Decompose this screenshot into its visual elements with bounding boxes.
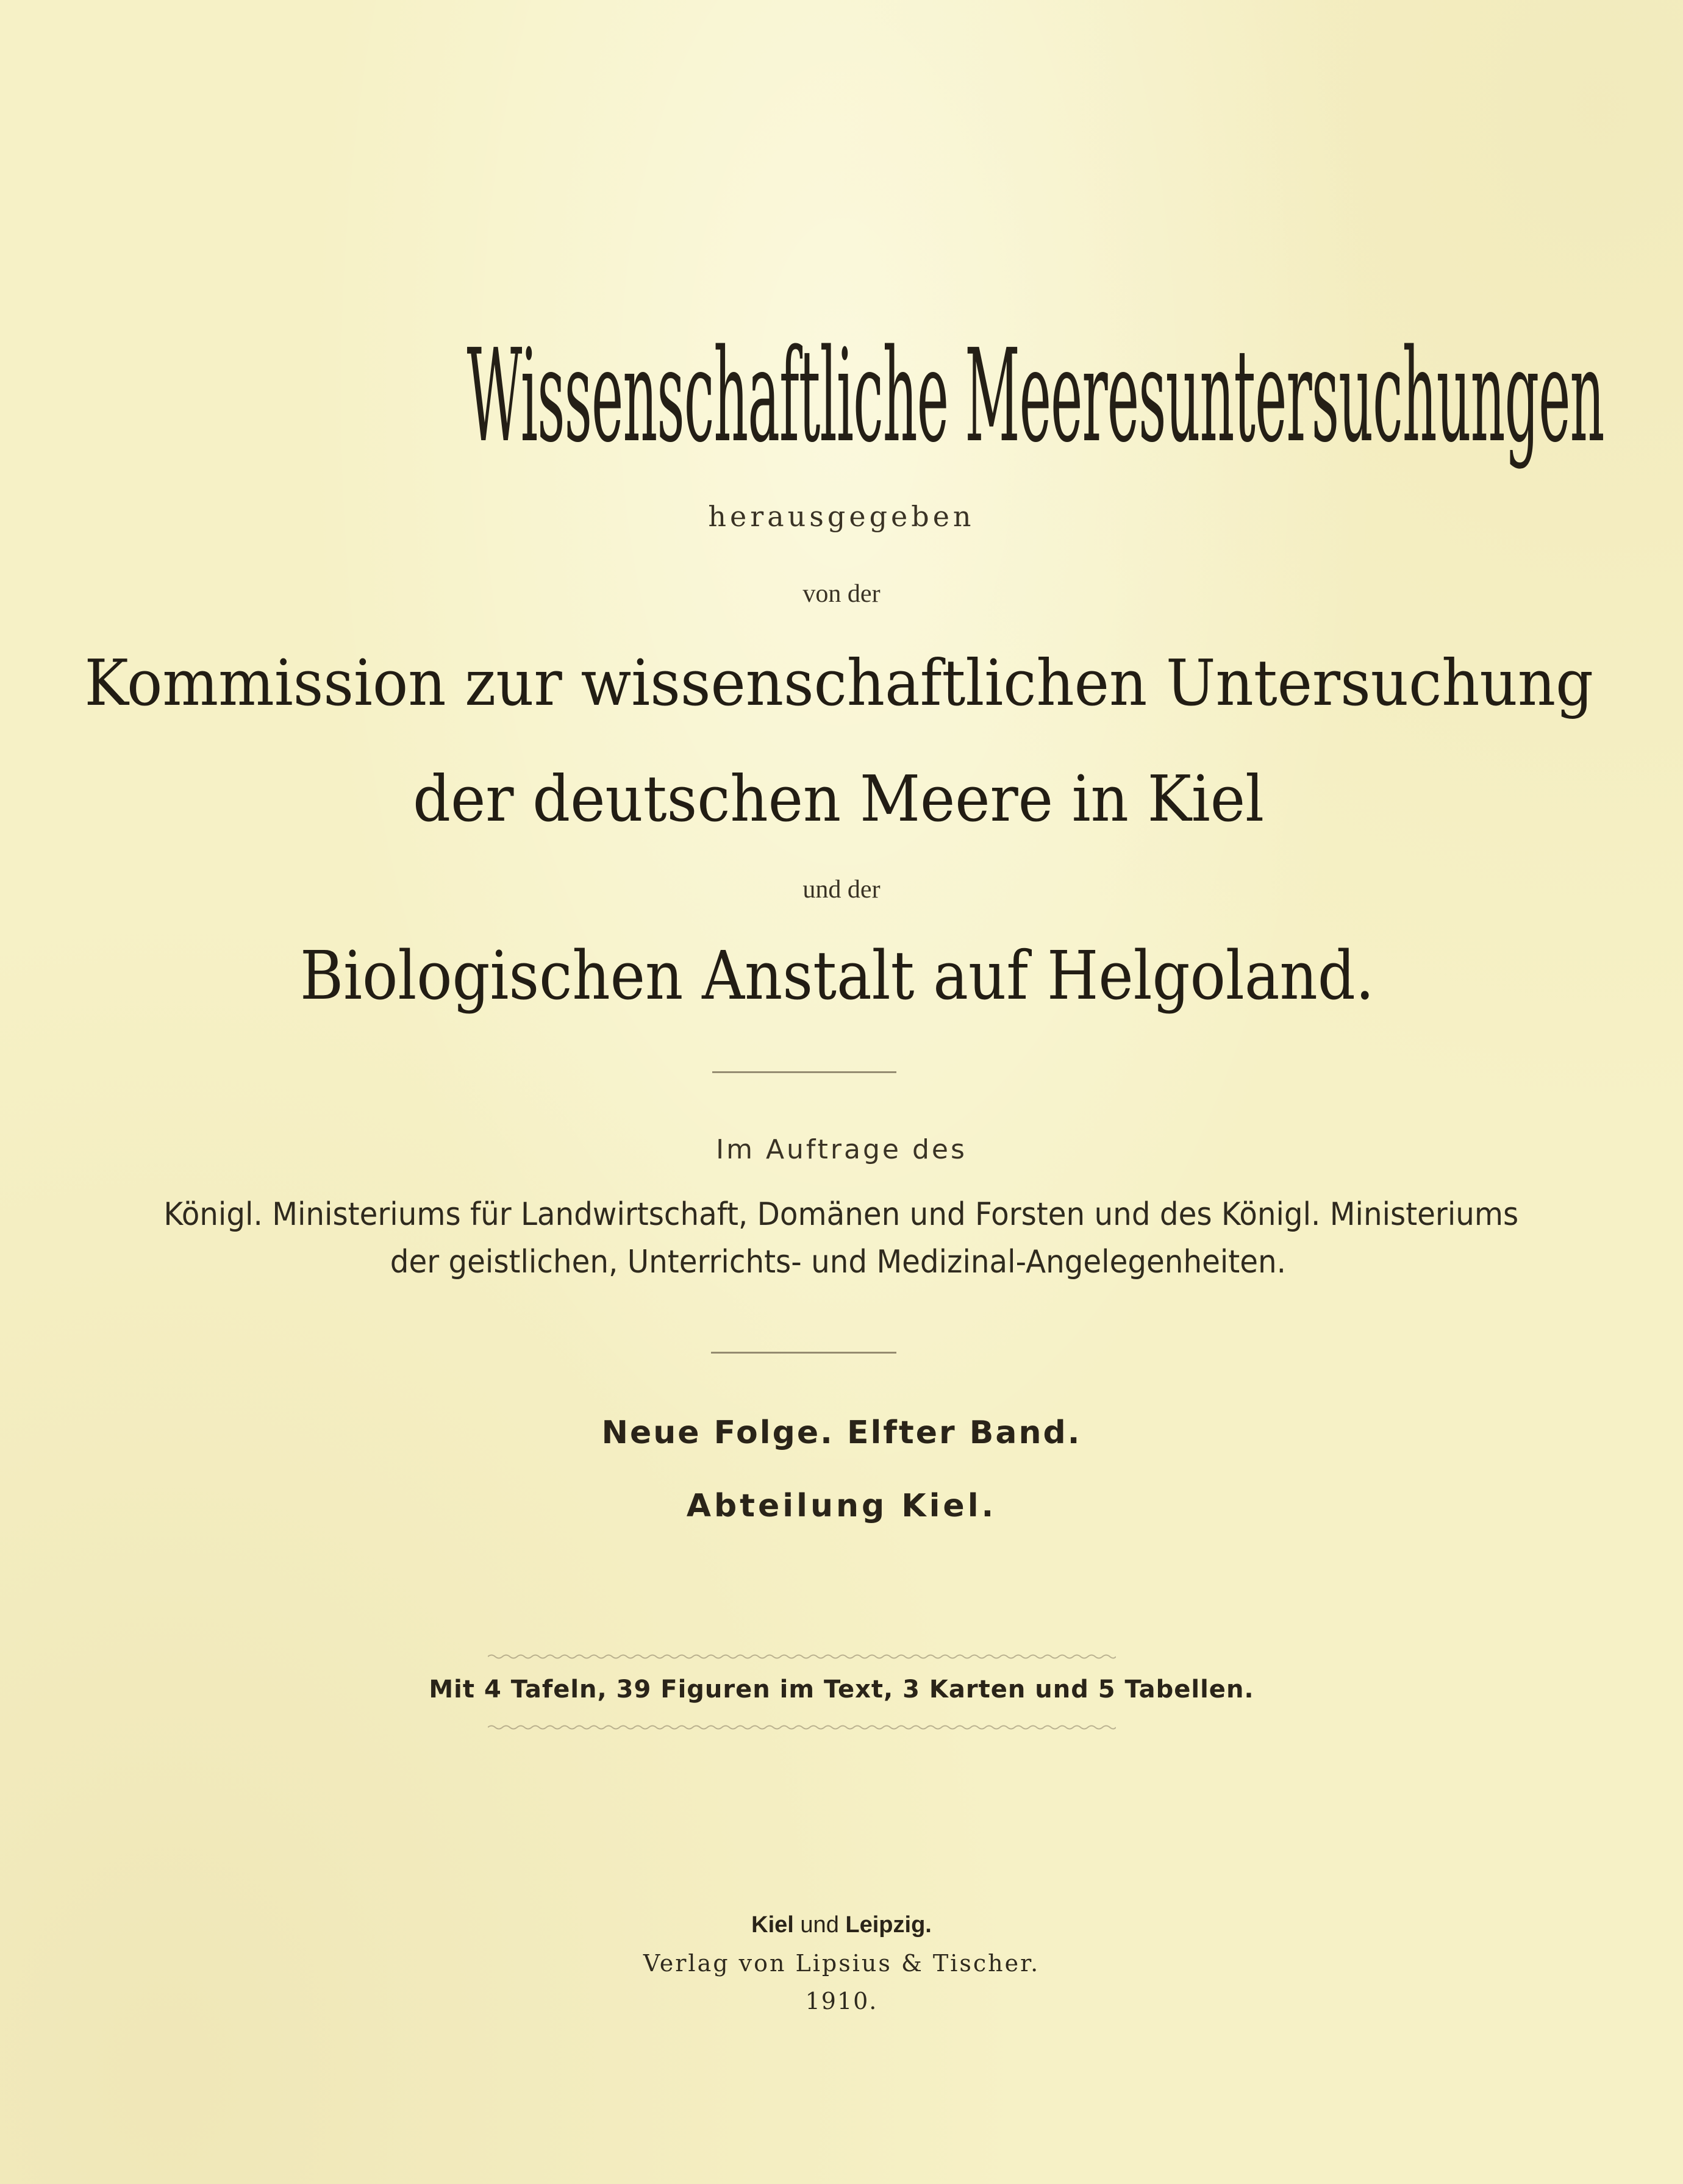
series-title: Wissenschaftliche Meeresuntersuchungen	[466, 321, 1604, 471]
divider-rule-1	[712, 1071, 896, 1073]
herausgegeben-text: herausgegeben	[708, 500, 975, 533]
kommission-line-2: der deutschen Meere in Kiel	[413, 762, 1265, 836]
und-der-text: und der	[802, 876, 881, 904]
abteilung-text: Abteilung Kiel.	[686, 1488, 997, 1524]
kommission-line-1: Kommission zur wissenschaftlichen Untersuchung	[84, 646, 1594, 720]
publication-place	[0, 1912, 1683, 1938]
von-der-text: von der	[802, 580, 881, 608]
im-auftrage-text: Im Auftrage des	[716, 1134, 967, 1165]
contents-note: Mit 4 Tafeln, 39 Figuren im Text, 3 Karten und 5 Tabellen.	[429, 1675, 1254, 1704]
publication-year: 1910.	[805, 1988, 878, 2014]
publisher-text: Verlag von Lipsius & Tischer.	[643, 1950, 1040, 1977]
place-und: und	[800, 1912, 839, 1938]
ministerium-line-2: der geistlichen, Unterrichts- und Medizinal-Angelegenheiten.	[390, 1244, 1287, 1280]
place-leipzig: Leipzig.	[845, 1912, 932, 1938]
wavy-ornament-top	[488, 1654, 1116, 1660]
biologische-anstalt-text: Biologischen Anstalt auf Helgoland.	[299, 937, 1374, 1015]
wavy-ornament-bottom	[488, 1724, 1116, 1730]
volume-text: Neue Folge. Elfter Band.	[601, 1415, 1082, 1451]
divider-rule-2	[711, 1352, 896, 1354]
ministerium-line-1: Königl. Ministeriums für Landwirtschaft, Domänen und Forsten und des Königl. Ministeriums	[163, 1196, 1519, 1233]
place-kiel: Kiel	[751, 1912, 794, 1938]
